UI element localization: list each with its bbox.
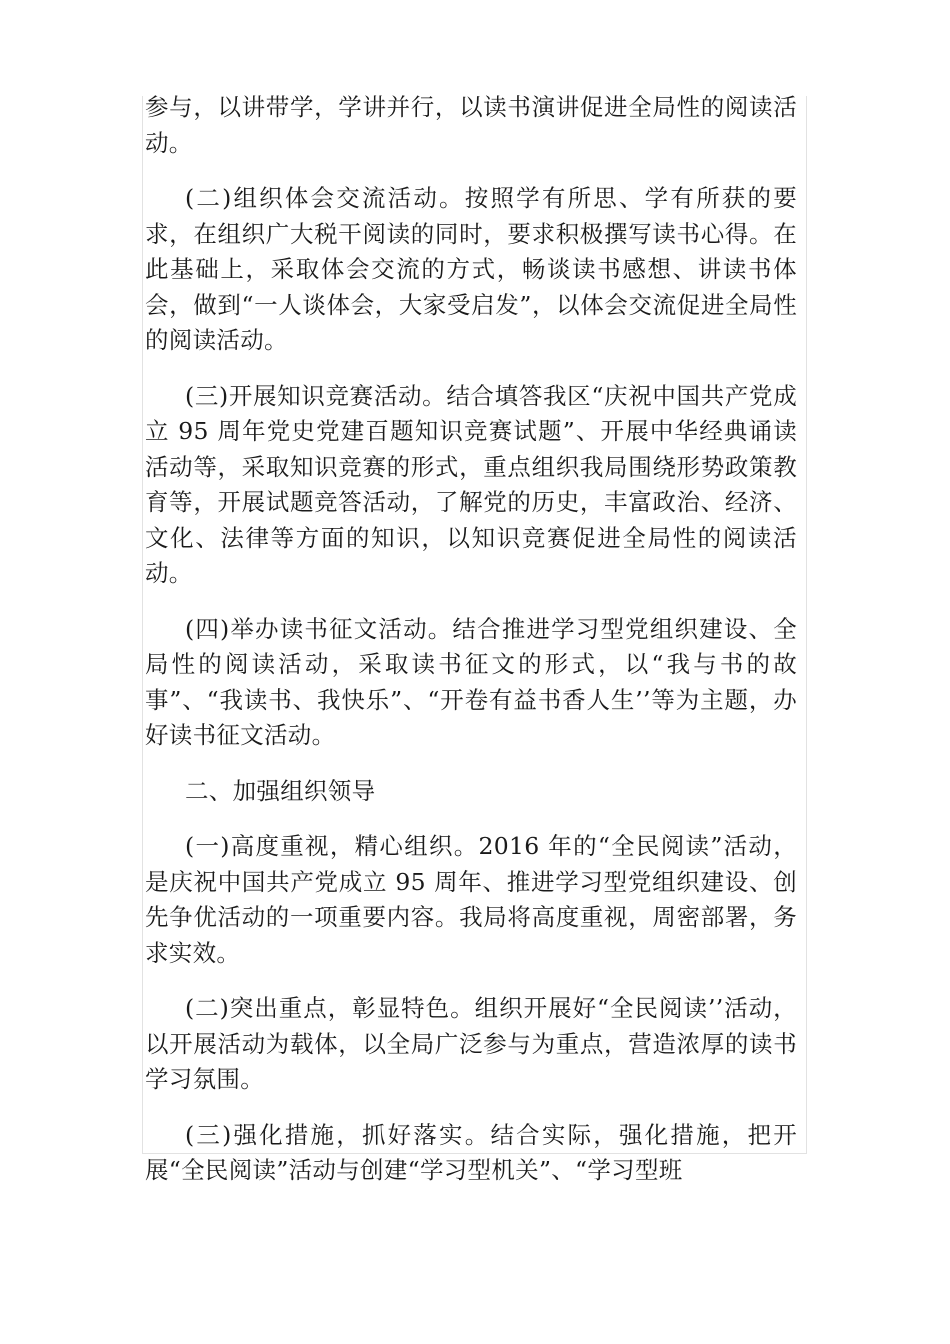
paragraph-exchange-activity: (二)组织体会交流活动。按照学有所思、学有所获的要求，在组织广大税干阅读的同时，要求积极撰写读书心得。在此基础上，采取体会交流的方式，畅谈读书感想、讲读书体会，做到“一人谈体会，大家受启发”，以体会交流促进全局性的阅读活动。: [145, 184, 797, 354]
paragraph-attach-importance: (一)高度重视，精心组织。2016 年的“全民阅读”活动，是庆祝中国共产党成立 95 周年、推进学习型党组织建设、创先争优活动的一项重要内容。我局将高度重视，周密部署，务求实效。: [145, 832, 797, 967]
paragraph-highlight-focus: (二)突出重点，彰显特色。组织开展好“全民阅读’’活动，以开展活动为载体，以全局广泛参与为重点，营造浓厚的读书学习氛围。: [145, 994, 797, 1093]
document-body: [145, 90, 797, 1189]
paragraph-continuation: 参与，以讲带学，学讲并行，以读书演讲促进全局性的阅读活动。: [145, 93, 797, 157]
paragraph-strengthen-measures: (三)强化措施，抓好落实。结合实际，强化措施，把开展“全民阅读”活动与创建“学习型机关”、“学习型班: [145, 1120, 797, 1184]
section-heading-leadership: 二、加强组织领导: [185, 776, 376, 805]
paragraph-knowledge-contest: (三)开展知识竞赛活动。结合填答我区“庆祝中国共产党成立 95 周年党史党建百题知识竞赛试题”、开展中华经典诵读活动等，采取知识竞赛的形式，重点组织我局围绕形势政策教育等，开展试题竞答活动，了解党的历史，丰富政治、经济、文化、法律等方面的知识，以知识竞赛促进全局性的阅读活动。: [145, 381, 797, 587]
paragraph-essay-activity: (四)举办读书征文活动。结合推进学习型党组织建设、全局性的阅读活动，采取读书征文的形式，以“我与书的故事”、“我读书、我快乐”、“开卷有益书香人生’’等为主题，办好读书征文活动。: [145, 614, 797, 749]
